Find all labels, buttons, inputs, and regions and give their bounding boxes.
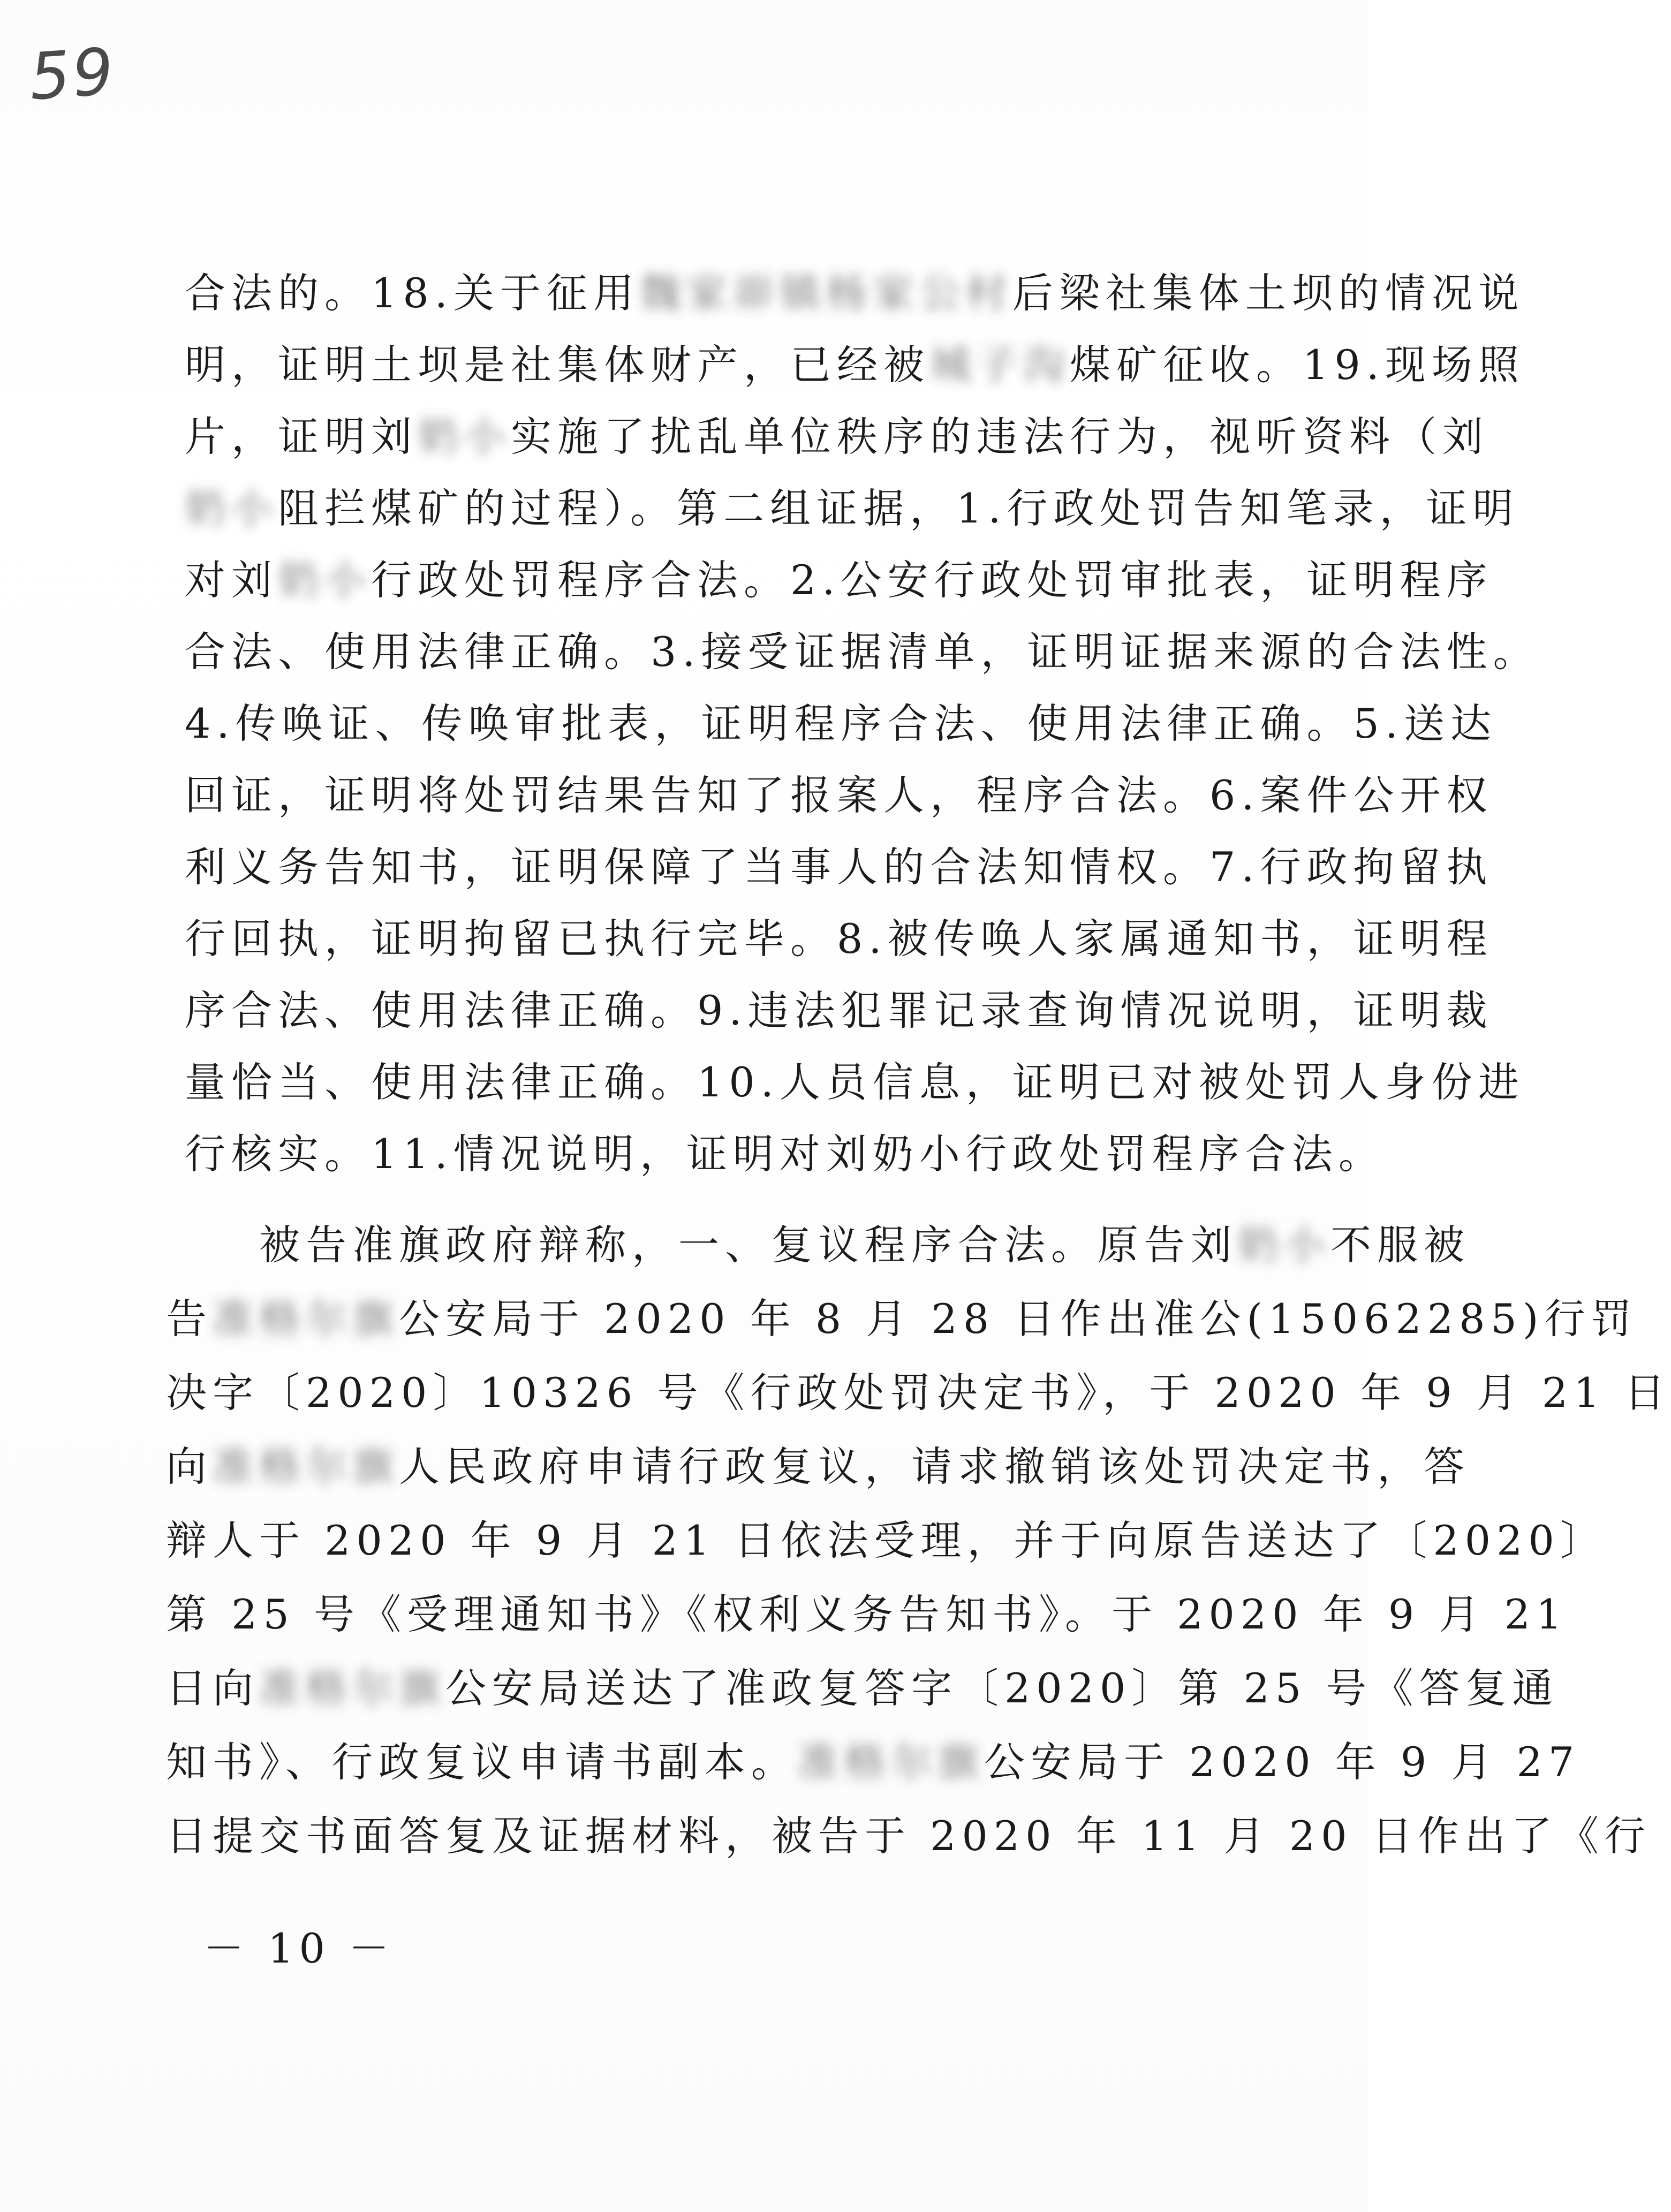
text-line xyxy=(185,1045,1525,1120)
line-text: 日提交书面答复及证据材料，被告于 2020 年 11 月 20 日作出了《行 xyxy=(166,1812,1651,1860)
text-line xyxy=(185,256,1525,331)
redacted-text: 奶小 xyxy=(185,484,278,532)
text-line xyxy=(166,1799,1651,1874)
text-line xyxy=(166,1651,1559,1726)
text-line xyxy=(185,902,1493,976)
text-line xyxy=(185,328,1525,403)
line-text: 量恰当、使用法律正确。10.人员信息，证明已对被处罚人身份进 xyxy=(185,1058,1525,1106)
line-text: 利义务告知书，证明保障了当事人的合法知情权。7.行政拘留执 xyxy=(185,843,1493,891)
line-text: 对刘 xyxy=(185,556,278,604)
line-text: 后梁社集体土坝的情况说 xyxy=(1012,269,1525,317)
line-text: 人民政府申请行政复议，请求撤销该处罚决定书，答 xyxy=(399,1443,1470,1490)
text-line xyxy=(185,686,1498,761)
text-line xyxy=(166,1208,1470,1283)
handwritten-page-annotation: 59 xyxy=(27,34,118,115)
line-text: 明，证明土坝是社集体财产，已经被 xyxy=(185,341,930,389)
line-text: 辩人于 2020 年 9 月 21 日依法受理，并于向原告送达了〔2020〕 xyxy=(166,1517,1607,1564)
text-line xyxy=(185,615,1540,690)
text-line xyxy=(185,830,1493,905)
line-text: 阻拦煤矿的过程）。第二组证据，1.行政处罚告知笔录，证明 xyxy=(278,484,1519,532)
line-text: 公安局于 2020 年 8 月 28 日作出准公(15062285)行罚 xyxy=(399,1295,1638,1343)
text-line xyxy=(166,1725,1581,1800)
redacted-text: 奶小 xyxy=(278,556,371,604)
line-text: 告 xyxy=(166,1295,213,1343)
line-text: 行政处罚程序合法。2.公安行政处罚审批表，证明程序 xyxy=(371,556,1493,604)
text-line xyxy=(185,471,1519,546)
text-line xyxy=(166,1577,1568,1652)
line-text: 行核实。11.情况说明，证明对刘奶小行政处罚程序合法。 xyxy=(185,1130,1385,1178)
redacted-text: 魏家峁镇杨家公村 xyxy=(639,269,1012,317)
text-line xyxy=(166,1503,1607,1578)
text-line xyxy=(185,399,1489,474)
line-text: 日向 xyxy=(166,1664,259,1712)
redacted-text: 准格尔旗 xyxy=(259,1664,445,1712)
line-text: 决字〔2020〕10326 号《行政处罚决定书》，于 2020 年 9 月 21 日 xyxy=(166,1369,1671,1416)
redacted-text: 城子沟 xyxy=(930,341,1070,389)
line-text: 不服被 xyxy=(1330,1221,1470,1269)
line-text: 公安局送达了准政复答字〔2020〕第 25 号《答复通 xyxy=(445,1664,1559,1712)
text-line xyxy=(166,1355,1671,1430)
line-text: 公安局于 2020 年 9 月 27 xyxy=(984,1738,1581,1786)
page-number: － 10 － xyxy=(203,1925,395,1972)
text-line xyxy=(185,758,1493,833)
redacted-text: 准格尔旗 xyxy=(798,1738,984,1786)
line-text: 回证，证明将处罚结果告知了报案人，程序合法。6.案件公开权 xyxy=(185,771,1493,819)
text-line xyxy=(166,1282,1638,1357)
line-text: 向 xyxy=(166,1443,213,1490)
line-text: 第 25 号《受理通知书》《权利义务告知书》。于 2020 年 9 月 21 xyxy=(166,1590,1568,1638)
line-text: 煤矿征收。19.现场照 xyxy=(1070,341,1525,389)
line-text: 4.传唤证、传唤审批表，证明程序合法、使用法律正确。5.送达 xyxy=(185,700,1498,747)
text-line xyxy=(166,1429,1470,1504)
text-line xyxy=(185,973,1493,1048)
line-text: 知书》、行政复议申请书副本。 xyxy=(166,1738,798,1786)
redacted-text: 准格尔旗 xyxy=(213,1295,399,1343)
text-line xyxy=(185,1117,1385,1192)
line-text: 序合法、使用法律正确。9.违法犯罪记录查询情况说明，证明裁 xyxy=(185,987,1493,1034)
line-text: 实施了扰乱单位秩序的违法行为，视听资料（刘 xyxy=(511,413,1489,460)
redacted-text: 准格尔旗 xyxy=(213,1443,399,1490)
line-text: 被告准旗政府辩称，一、复议程序合法。原告刘 xyxy=(166,1221,1237,1269)
text-line xyxy=(185,543,1493,618)
redacted-text: 奶小 xyxy=(1237,1221,1330,1269)
line-text: 合法的。18.关于征用 xyxy=(185,269,640,317)
line-text: 片，证明刘 xyxy=(185,413,418,460)
line-text: 合法、使用法律正确。3.接受证据清单，证明证据来源的合法性。 xyxy=(185,628,1540,676)
redacted-text: 奶小 xyxy=(418,413,511,460)
line-text: 行回执，证明拘留已执行完毕。8.被传唤人家属通知书，证明程 xyxy=(185,915,1493,963)
